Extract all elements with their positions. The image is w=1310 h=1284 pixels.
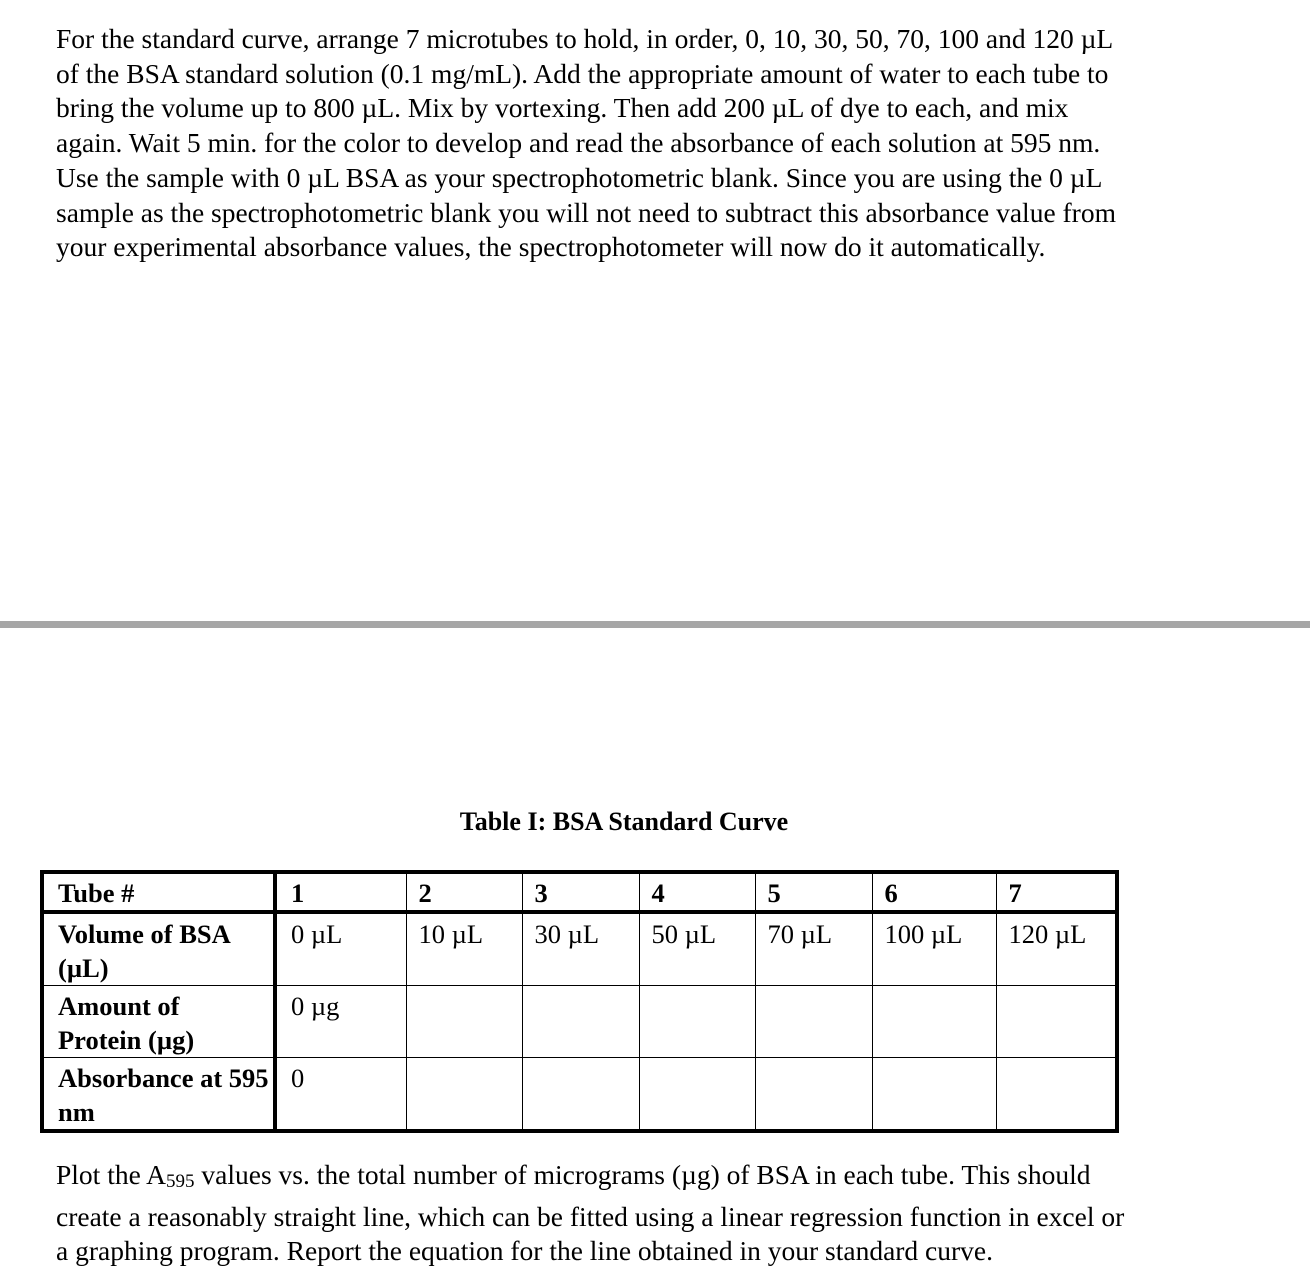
- table-title: Table I: BSA Standard Curve: [459, 807, 789, 836]
- closing-line: a graphing program. Report the equation for the line obtained in your standard curve.: [56, 1235, 994, 1267]
- table-row-tube-number: [42, 872, 1117, 912]
- tube-number-cell: 4: [639, 872, 755, 912]
- absorbance-cell: [755, 1058, 872, 1132]
- protein-cell: 0 µg: [275, 986, 406, 1058]
- a595-subscript: 595: [166, 1171, 195, 1192]
- intro-line: sample as the spectrophotometric blank you will not need to subtract this absorbance value from: [56, 196, 1116, 228]
- table-row-absorbance: [42, 1058, 1117, 1132]
- intro-line: again. Wait 5 min. for the color to develop and read the absorbance of each solution at 595 nm.: [56, 127, 1101, 159]
- protein-cell: [996, 986, 1117, 1058]
- tube-number-cell: 1: [275, 872, 406, 912]
- bsa-standard-curve-table: [40, 870, 1119, 1133]
- page-divider: [0, 621, 1310, 628]
- table-row-protein-amount: [42, 986, 1117, 1058]
- absorbance-cell: [522, 1058, 639, 1132]
- tube-number-cell: 7: [996, 872, 1117, 912]
- row-label-tube: Tube #: [42, 872, 275, 912]
- protein-cell: [522, 986, 639, 1058]
- volume-cell: 0 µL: [275, 912, 406, 986]
- intro-line: For the standard curve, arrange 7 microtubes to hold, in order, 0, 10, 30, 50, 70, 100 and 120 µL: [56, 23, 1114, 54]
- intro-line: of the BSA standard solution (0.1 mg/mL). Add the appropriate amount of water to each tube to: [56, 57, 1109, 89]
- volume-cell: 50 µL: [639, 912, 755, 986]
- protein-cell: [406, 986, 522, 1058]
- tube-number-cell: 6: [872, 872, 996, 912]
- volume-cell: 120 µL: [996, 912, 1117, 986]
- volume-cell: 30 µL: [522, 912, 639, 986]
- row-label-protein: Amount of Protein (µg): [42, 986, 275, 1058]
- volume-cell: 100 µL: [872, 912, 996, 986]
- closing-line: [56, 1158, 1196, 1200]
- intro-line: Use the sample with 0 µL BSA as your spectrophotometric blank. Since you are using the 0 µL: [56, 161, 1103, 193]
- table-row-volume: [42, 912, 1117, 986]
- protein-cell: [755, 986, 872, 1058]
- intro-line: your experimental absorbance values, the spectrophotometer will now do it automatically.: [56, 231, 1046, 263]
- closing-paragraph: [56, 1158, 1196, 1269]
- absorbance-cell: 0: [275, 1058, 406, 1132]
- intro-line: bring the volume up to 800 µL. Mix by vortexing. Then add 200 µL of dye to each, and mix: [56, 92, 1069, 124]
- absorbance-cell: [872, 1058, 996, 1132]
- absorbance-cell: [996, 1058, 1117, 1132]
- volume-cell: 10 µL: [406, 912, 522, 986]
- volume-cell: 70 µL: [755, 912, 872, 986]
- tube-number-cell: 2: [406, 872, 522, 912]
- absorbance-cell: [406, 1058, 522, 1132]
- protein-cell: [639, 986, 755, 1058]
- closing-text: Plot the A: [56, 1159, 167, 1190]
- tube-number-cell: 5: [755, 872, 872, 912]
- intro-paragraph: [56, 22, 1196, 265]
- absorbance-cell: [639, 1058, 755, 1132]
- closing-text: values vs. the total number of micrograms (µg) of BSA in each tube. This should: [194, 1159, 1091, 1190]
- closing-line: create a reasonably straight line, which can be fitted using a linear regression function in excel or: [56, 1200, 1125, 1232]
- tube-number-cell: 3: [522, 872, 639, 912]
- row-label-absorbance: Absorbance at 595 nm: [42, 1058, 275, 1132]
- protein-cell: [872, 986, 996, 1058]
- row-label-volume: Volume of BSA (µL): [42, 912, 275, 986]
